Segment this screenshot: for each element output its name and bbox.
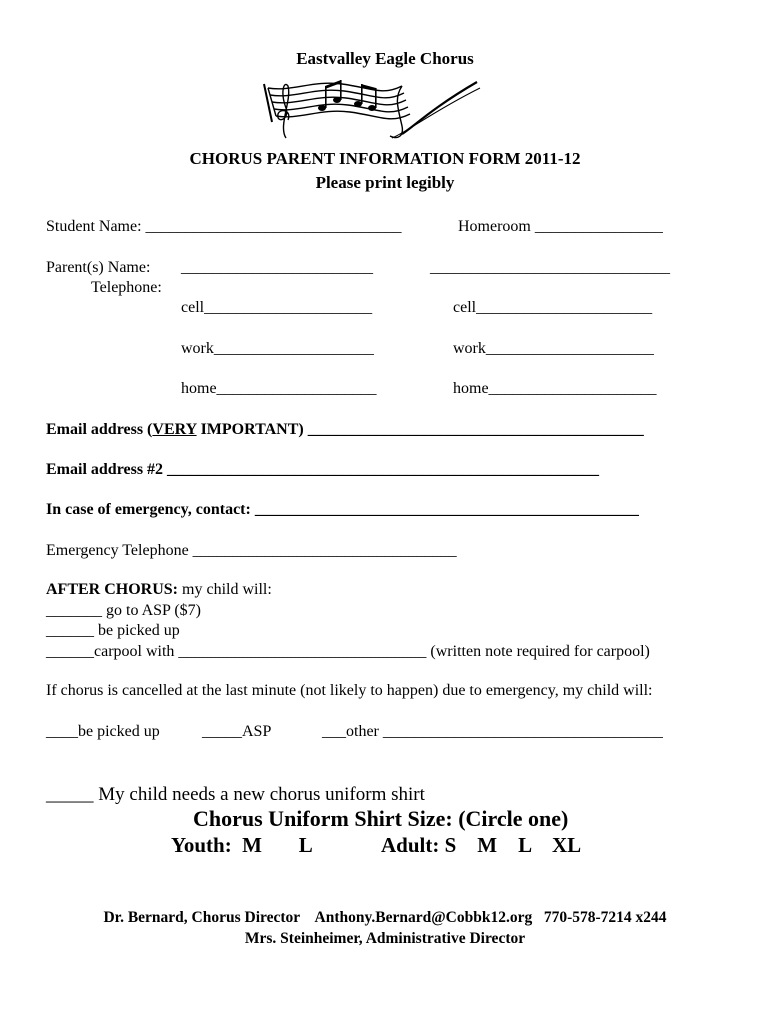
email-very-emphasis: VERY [152, 421, 197, 438]
after-chorus-text: my child will: [178, 581, 272, 598]
parent2-work-field[interactable]: work_____________________ [453, 340, 654, 357]
cancel-asp-option[interactable]: _____ASP [202, 723, 272, 740]
student-name-field[interactable]: Student Name: ________________________________ [46, 218, 402, 235]
parents-name-label: Parent(s) Name: [46, 259, 151, 276]
emergency-contact-field[interactable]: In case of emergency, contact: ________________________________________________ [46, 501, 639, 518]
email-label-suffix: IMPORTANT) __________________________________________ [196, 421, 644, 438]
admin-director: Mrs. Steinheimer, Administrative Director [244, 930, 526, 947]
after-chorus-heading [46, 581, 272, 599]
parent1-home-field[interactable]: home____________________ [181, 380, 377, 397]
carpool-option[interactable]: ______carpool with _______________________________ (written note required for carpool) [46, 643, 650, 660]
parent1-cell-field[interactable]: cell_____________________ [181, 299, 373, 316]
adult-sizes[interactable]: Adult: S M L XL [381, 833, 582, 857]
cancel-picked-up-option[interactable]: ____be picked up [46, 723, 160, 740]
email-label-prefix: Email address ( [46, 421, 153, 438]
parent1-name-field[interactable]: ________________________ [181, 259, 373, 276]
cancel-other-option[interactable]: ___other ___________________________________ [322, 723, 663, 740]
youth-sizes[interactable]: Youth: M L [171, 833, 313, 857]
email-field[interactable] [46, 421, 644, 439]
print-instruction: Please print legibly [315, 173, 455, 192]
asp-option[interactable]: _______ go to ASP ($7) [46, 602, 201, 619]
after-chorus-label: AFTER CHORUS: [46, 581, 179, 598]
form-title: CHORUS PARENT INFORMATION FORM 2011-12 [189, 149, 581, 168]
new-shirt-option[interactable]: _____ My child needs a new chorus uniform shirt [46, 784, 425, 805]
parent1-work-field[interactable]: work____________________ [181, 340, 374, 357]
parent2-cell-field[interactable]: cell______________________ [453, 299, 653, 316]
emergency-phone-field[interactable]: Emergency Telephone _________________________________ [46, 542, 457, 559]
parent2-name-field[interactable]: ______________________________ [430, 259, 670, 276]
picked-up-option[interactable]: ______ be picked up [46, 622, 180, 639]
shirt-size-title: Chorus Uniform Shirt Size: (Circle one) [193, 806, 569, 831]
telephone-label: Telephone: [91, 279, 162, 296]
org-title: Eastvalley Eagle Chorus [296, 49, 474, 68]
cancellation-text: If chorus is cancelled at the last minute (not likely to happen) due to emergency, my child will: [46, 682, 653, 699]
director-contact: Dr. Bernard, Chorus Director Anthony.Bernard@Cobbk12.org 770-578-7214 x244 [103, 909, 667, 926]
parent2-home-field[interactable]: home_____________________ [453, 380, 657, 397]
homeroom-field[interactable]: Homeroom ________________ [458, 218, 663, 235]
music-staff-icon [262, 78, 482, 146]
email2-field[interactable]: Email address #2 ______________________________________________________ [46, 461, 600, 478]
